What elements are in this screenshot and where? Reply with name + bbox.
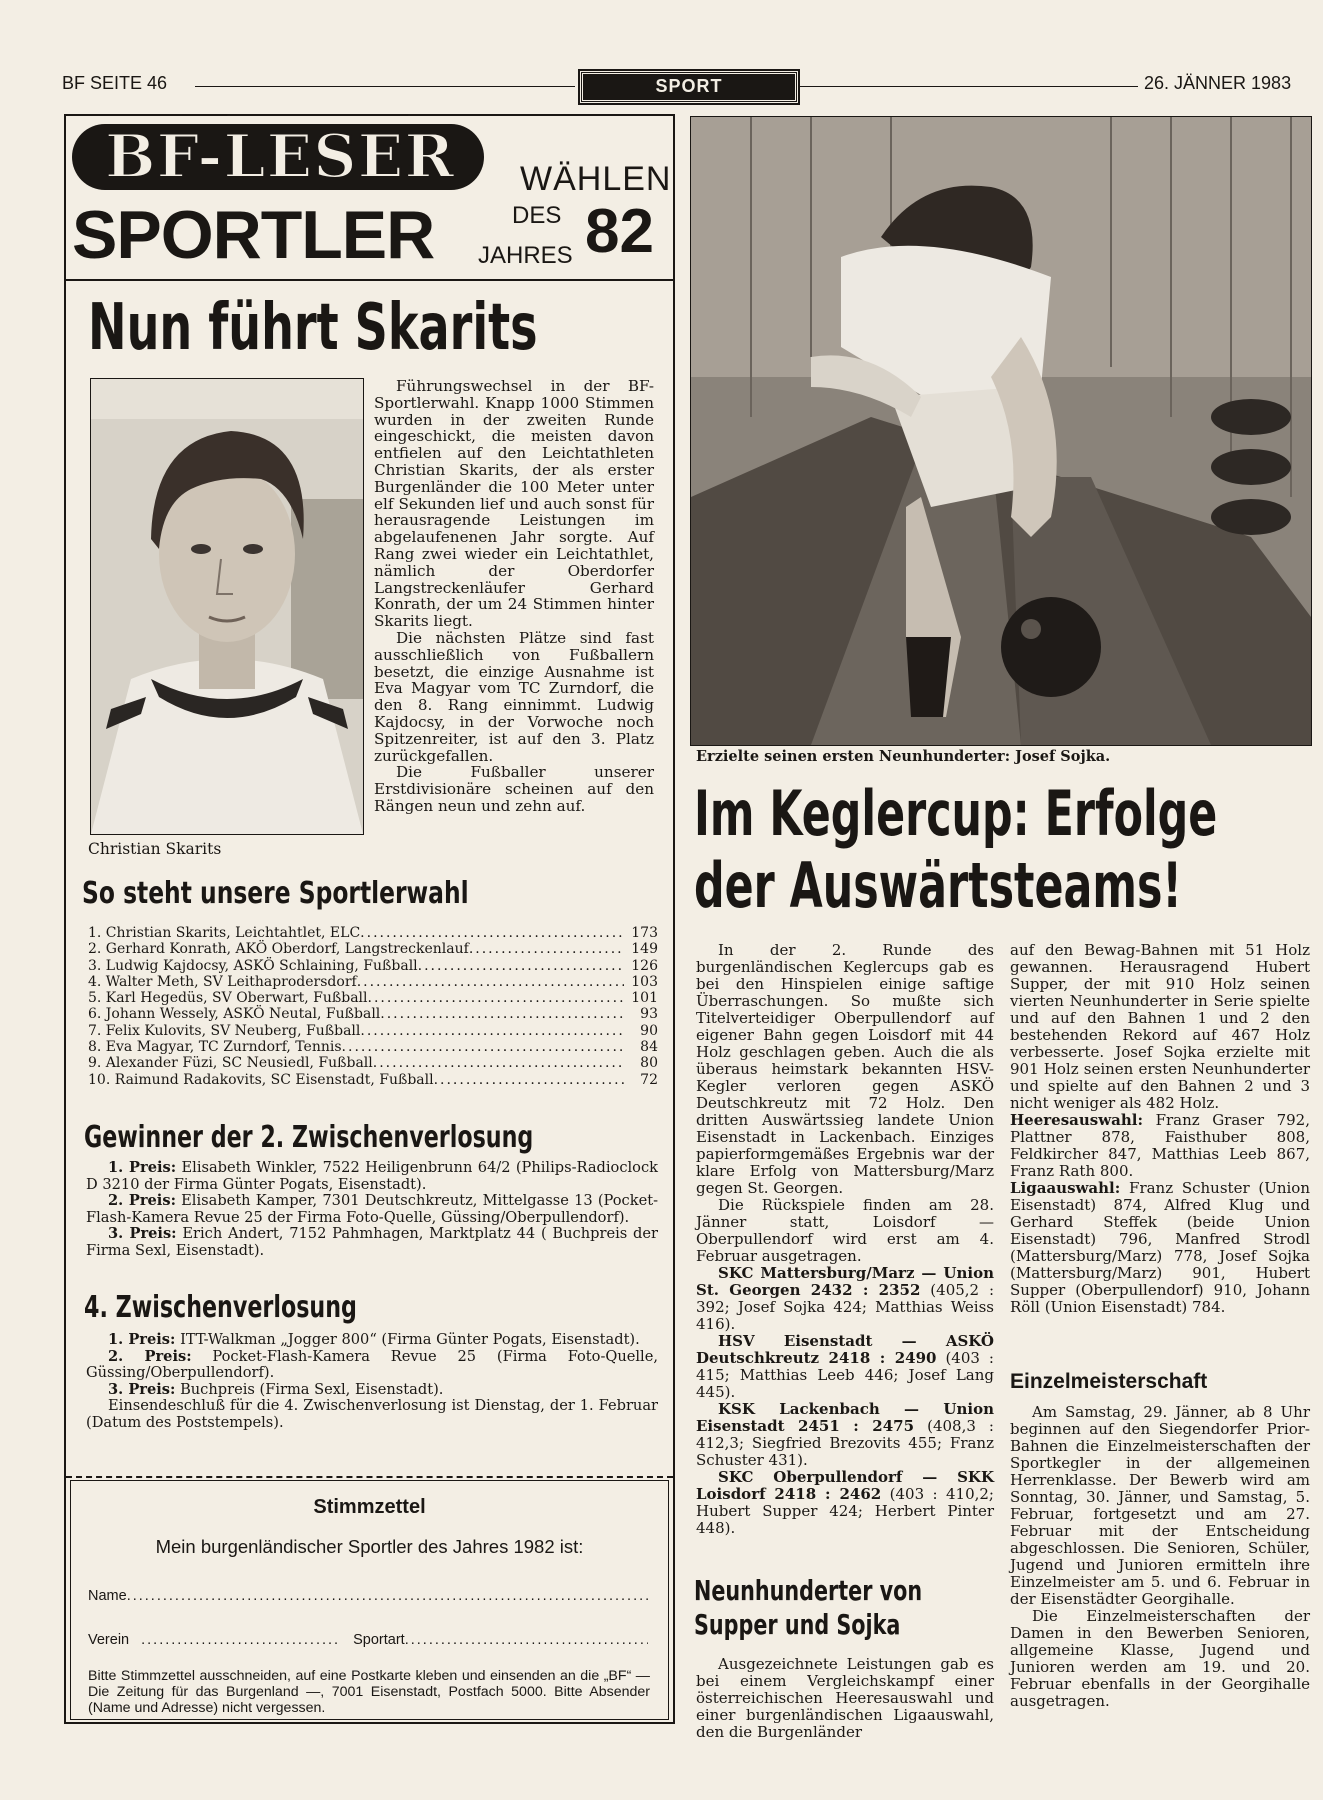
ranking-votes: 90 — [640, 1022, 658, 1039]
champ-text — [1010, 1404, 1310, 1710]
ranking-row — [88, 990, 658, 1006]
draw4-label: 3. Preis: — [108, 1380, 176, 1398]
ranking-votes: 101 — [631, 990, 658, 1007]
ranking-name: 6. Johann Wessely, ASKÖ Neutal, Fußball — [88, 1006, 381, 1023]
bowling-result — [696, 1333, 994, 1401]
ranking-name: 9. Alexander Füzi, SC Neusiedl, Fußball — [88, 1055, 373, 1072]
bowling-headline-2: der Auswärtsteams! — [694, 849, 1182, 922]
ranking-votes: 103 — [631, 973, 658, 990]
winner-text: Elisabeth Winkler, 7522 Heiligenbrunn 64/2 (Philips-Radioclock D 3210 der Firma Günter Pogats, Eisenstadt). — [86, 1159, 658, 1193]
winner-text: Erich Andert, 7152 Pahmhagen, Marktplatz 44 ( Buchpreis der Firma Sexl, Eisenstadt). — [86, 1225, 658, 1259]
champ-p2: Die Einzelmeisterschaften der Damen in den Bewerben Senioren, allgemeine Klasse, Jugend und Junioren werden am 19. und 20. Februar ebenfalls in der Georgihalle ausgetragen. — [1010, 1607, 1310, 1710]
ranking-name: 8. Eva Magyar, TC Zurndorf, Tennis — [88, 1039, 342, 1056]
section-label: SPORT — [580, 71, 798, 103]
ballot-instructions: Bitte Stimmzettel ausschneiden, auf eine Postkarte kleben und einsenden an die „BF“ — Die Zeitung für das Burgenland —, 7001 Eisenstadt, Postfach 5000. Bitte Absender (Name und Adresse) nicht vergessen. — [88, 1668, 650, 1717]
ranking-votes: 84 — [640, 1039, 658, 1056]
bowling-army — [1010, 1112, 1310, 1180]
bowling-army-text: Franz Graser 792, Plattner 878, Faisthuber 808, Feldkircher 847, Matthias Leeb 867, Franz Rath 800. — [1010, 1111, 1310, 1180]
ballot-subtitle: Mein burgenländischer Sportler des Jahres 1982 ist: — [155, 1536, 584, 1557]
draw4-list — [86, 1332, 658, 1432]
portrait-caption: Christian Skarits — [88, 840, 222, 858]
ranking-dots — [360, 1023, 624, 1039]
bowling-image — [691, 117, 1311, 745]
draw4-text: Pocket-Flash-Kamera Revue 25 (Firma Foto-Quelle, Güssing/Oberpullendorf). — [86, 1347, 658, 1382]
ballot-club-label: Verein — [88, 1632, 130, 1648]
ranking-row — [88, 1023, 658, 1039]
ranking-title: So steht unsere Sportlerwahl — [82, 876, 469, 911]
ballot-name-label: Name — [88, 1588, 127, 1604]
banner-sportler: SPORTLER — [72, 197, 435, 273]
draw4-title-wrap — [84, 1290, 644, 1330]
winners-title-wrap — [84, 1120, 644, 1160]
ranking-dots — [434, 1072, 624, 1088]
ranking-name: 10. Raimund Radakovits, SC Eisenstadt, Fußball — [88, 1071, 434, 1088]
ranking-row — [88, 925, 658, 941]
ranking-name: 2. Gerhard Konrath, AKÖ Oberdorf, Langstreckenlauf — [88, 941, 469, 958]
bowling-result-detail: (405,2 : 392; Josef Sojka 424; Matthias Weiss 416). — [696, 1281, 994, 1333]
bowling-col1-p1: In der 2. Runde des burgenländischen Keglercups gab es bei den Hinspielen einige saftige Überraschungen. So mußte sich Titelverteidiger Oberpullendorf auf eigener Bahn gegen Loisdorf mit 44 Holz geschlagen geben. Auch die als überaus heimstark bekannten HSV-Kegler verloren gegen ASKÖ Deutschkreutz mit 72 Holz. Den dritten Auswärtssieg landete Union Eisenstadt in Lackenbach. Einziges papierformgemäßes Ergebnis war der klare Erfolg von Mattersburg/Marz gegen St. Georgen. — [696, 941, 994, 1197]
bowling-subheadline: Neunhunderter von Supper und Sojka — [694, 1574, 923, 1641]
bowling-headline-1: Im Keglercup: Erfolge — [694, 778, 1218, 850]
winner-label: 1. Preis: — [108, 1159, 177, 1176]
bowling-col1-p3: Ausgezeichnete Leistungen gab es bei einem Vergleichskampf einer österreichischen Heeresauswahl und einer burgenländischen Ligaauswahl, den die Burgenländer — [696, 1655, 994, 1741]
ranking-votes: 72 — [640, 1071, 658, 1088]
banner-bf-leser: BF-LESER — [104, 122, 456, 192]
main-headline-wrap — [88, 292, 608, 372]
bowling-result-teams: KSK Lackenbach — Union Eisenstadt 2451 : 2475 — [696, 1400, 994, 1435]
draw4-text: Buchpreis (Firma Sexl, Eisenstadt). — [180, 1380, 444, 1398]
bowling-photo-caption: Erzielte seinen ersten Neunhunderter: Josef Sojka. — [696, 748, 1111, 765]
ranking-row — [88, 941, 658, 957]
bowling-col1 — [696, 942, 994, 1537]
ranking-dots — [373, 1055, 624, 1071]
draw4-item — [86, 1349, 658, 1382]
bowling-subhead-wrap — [694, 1574, 994, 1654]
winner-item — [86, 1160, 658, 1193]
bowling-result-detail: (408,3 : 412,3; Siegfried Brezovits 455; Franz Schuster 431). — [696, 1417, 994, 1469]
banner-82: 82 — [585, 197, 654, 266]
ranking-name: 7. Felix Kulovits, SV Neuberg, Fußball — [88, 1022, 361, 1039]
draw4-item — [86, 1382, 658, 1399]
banner-jahres: JAHRES — [478, 242, 573, 269]
ranking-row — [88, 1055, 658, 1071]
ranking-votes: 126 — [631, 957, 658, 974]
main-story-text — [374, 378, 654, 815]
ranking-name: 1. Christian Skarits, Leichtahtlet, ELC — [88, 925, 361, 941]
winner-item — [86, 1226, 658, 1259]
champ-p1: Am Samstag, 29. Jänner, ab 8 Uhr beginnen auf den Siegendorfer Prior-Bahnen die Einzelmeisterschaften der Sportkegler in der allgemeinen Herrenklasse. Der Bewerb wird am Sonntag, 30. Jänner, und Samstag, 5. Februar, fortgesetzt und am 27. Februar mit der Entscheidung abgeschlossen. Die Senioren, Schüler, Jugend und Junioren ermitteln ihre Einzelmeister am 5. und 6. Februar in der Eisenstädter Georgihalle. — [1010, 1403, 1310, 1608]
ranking-name: 5. Karl Hegedüs, SV Oberwart, Fußball — [88, 990, 368, 1007]
ballot-cut-line — [66, 1476, 673, 1478]
bowling-result-detail: (403 : 415; Matthias Leeb 446; Josef Lang 445). — [696, 1349, 994, 1401]
bowling-col1-p2: Die Rückspiele finden am 28. Jänner statt, Loisdorf — Oberpullendorf wird erst am 4. Februar ausgetragen. — [696, 1196, 994, 1265]
portrait-photo — [90, 378, 364, 835]
ranking-row — [88, 1039, 658, 1055]
ballot-club-line[interactable] — [141, 1632, 341, 1648]
ballot-club-field[interactable] — [88, 1632, 648, 1648]
ballot-name-field[interactable] — [88, 1588, 648, 1604]
bowling-headline-wrap — [694, 778, 1314, 928]
ballot-sport-label: Sportart — [353, 1632, 405, 1648]
winners-list — [86, 1160, 658, 1260]
ranking-votes: 93 — [640, 1006, 658, 1023]
ballot-sport-line[interactable] — [405, 1632, 648, 1648]
ranking-dots — [368, 990, 624, 1006]
winner-item — [86, 1193, 658, 1226]
ranking-dots — [360, 925, 624, 941]
ranking-name: 3. Ludwig Kajdocsy, ASKÖ Schlaining, Fußball — [88, 957, 418, 974]
ballot-name-line[interactable] — [127, 1588, 648, 1604]
winner-text: Elisabeth Kamper, 7301 Deutschkreutz, Mittelgasse 13 (Pocket-Flash-Kamera Revue 25 der Firma Foto-Quelle, Güssing/Oberpullendorf). — [86, 1192, 658, 1226]
champ-title: Einzelmeisterschaft — [1010, 1370, 1208, 1393]
bowling-league — [1010, 1180, 1310, 1316]
ranking-dots — [357, 974, 624, 990]
banner-waehlen: WÄHLEN — [520, 160, 672, 198]
bowling-league-text: Franz Schuster (Union Eisenstadt) 874, Alfred Klug und Gerhard Steffek (beide Union Eisenstadt) 796, Manfred Strodl (Mattersburg/Marz) 778, Josef Sojka (Mattersburg/Marz) 901, Hubert Supper (Oberpullendorf) 910, Johann Röll (Union Eisenstadt) 784. — [1010, 1179, 1310, 1316]
ballot-title: Stimmzettel — [313, 1496, 426, 1518]
header-rule-right — [798, 86, 1138, 87]
winner-label: 3. Preis: — [108, 1225, 177, 1243]
bowling-result — [696, 1401, 994, 1469]
bowling-army-label: Heeresauswahl: — [1010, 1111, 1143, 1129]
draw4-label: 1. Preis: — [108, 1331, 176, 1348]
ranking-votes: 80 — [640, 1055, 658, 1072]
main-story-p1: Führungswechsel in der BF-Sportlerwahl. Knapp 1000 Stimmen wurden in der zweiten Runde eingeschickt, die meisten davon entfielen auf den Leichtathleten Christian Skarits, der als erster Burgenländer die 100 Meter unter elf Sekunden lief und auch sonst für herausragende Leistungen im abgelaufenenen Jahr sorgte. Auf Rang zwei wieder ein Leichtathlet, nämlich der Oberdorfer Langstreckenläufer Gerhard Konrath, der um 24 Stimmen hinter Skarits liegt. — [374, 377, 654, 631]
ranking-votes: 173 — [631, 925, 658, 941]
ranking-row — [88, 974, 658, 990]
bowling-result-teams: SKC Mattersburg/Marz — Union St. Georgen 2432 : 2352 — [696, 1264, 994, 1299]
ranking-list — [88, 925, 658, 1088]
ranking-votes: 149 — [631, 941, 658, 958]
bowling-result — [696, 1469, 994, 1537]
draw4-title: 4. Zwischenverlosung — [84, 1290, 357, 1325]
draw4-text: ITT-Walkman „Jogger 800“ (Firma Günter Pogats, Eisenstadt). — [180, 1331, 640, 1348]
ranking-dots — [418, 958, 624, 974]
winner-label: 2. Preis: — [108, 1192, 176, 1210]
draw4-deadline: Einsendeschluß für die 4. Zwischenverlosung ist Dienstag, der 1. Februar (Datum des Poststempels). — [86, 1397, 658, 1431]
bowling-result-teams: SKC Oberpullendorf — SKK Loisdorf 2418 : 2462 — [696, 1468, 994, 1503]
ranking-dots — [380, 1006, 624, 1022]
bowling-col2 — [1010, 942, 1310, 1316]
main-headline: Nun führt Skarits — [88, 291, 538, 365]
page-number: BF SEITE 46 — [62, 73, 168, 93]
ranking-row — [88, 958, 658, 974]
bowling-league-label: Ligaauswahl: — [1010, 1179, 1121, 1197]
issue-date: 26. JÄNNER 1983 — [1144, 73, 1292, 93]
ranking-dots — [342, 1039, 624, 1055]
main-story-p2: Die nächsten Plätze sind fast ausschließlich von Fußballern besetzt, die einzige Ausnahme ist Eva Magyar vom TC Zurndorf, die den 8. Rang einnimmt. Ludwig Kajdocsy, in der Vorwoche noch Spitzenreiter, ist auf den 3. Platz zurückgefallen. — [374, 628, 654, 765]
ranking-row — [88, 1072, 658, 1088]
header-rule-left — [195, 86, 575, 87]
bowling-col2-p1: auf den Bewag-Bahnen mit 51 Holz gewannen. Herausragend Hubert Supper, der mit 910 Holz seinen vierten Neunhunderter in Serie spielte und auf den Bahnen 1 und 2 den bestehenden Rekord auf 467 Holz verbesserte. Josef Sojka erzielte mit 901 Holz seinen ersten Neunhunderter und spielte auf den Bahnen 2 und 3 nicht weniger als 482 Holz. — [1010, 941, 1310, 1112]
ranking-dots — [469, 941, 624, 957]
portrait-image — [91, 379, 363, 834]
bowling-photo — [690, 116, 1312, 746]
bowling-col1-end — [696, 1656, 994, 1741]
draw4-item — [86, 1332, 658, 1349]
ranking-title-wrap — [82, 876, 602, 916]
ranking-row — [88, 1006, 658, 1022]
bowling-result-teams: HSV Eisenstadt — ASKÖ Deutschkreutz 2418 : 2490 — [696, 1332, 994, 1367]
main-story-p3: Die Fußballer unserer Erstdivisionäre scheinen auf den Rängen neun und zehn auf. — [374, 763, 654, 815]
bowling-result-detail: (403 : 410,2; Hubert Supper 424; Herbert Pinter 448). — [696, 1485, 994, 1537]
bowling-result — [696, 1265, 994, 1333]
draw4-label: 2. Preis: — [108, 1347, 192, 1365]
ranking-name: 4. Walter Meth, SV Leithaprodersdorf — [88, 973, 357, 990]
banner-des: DES — [512, 202, 562, 229]
winners-title: Gewinner der 2. Zwischenverlosung — [84, 1120, 534, 1155]
